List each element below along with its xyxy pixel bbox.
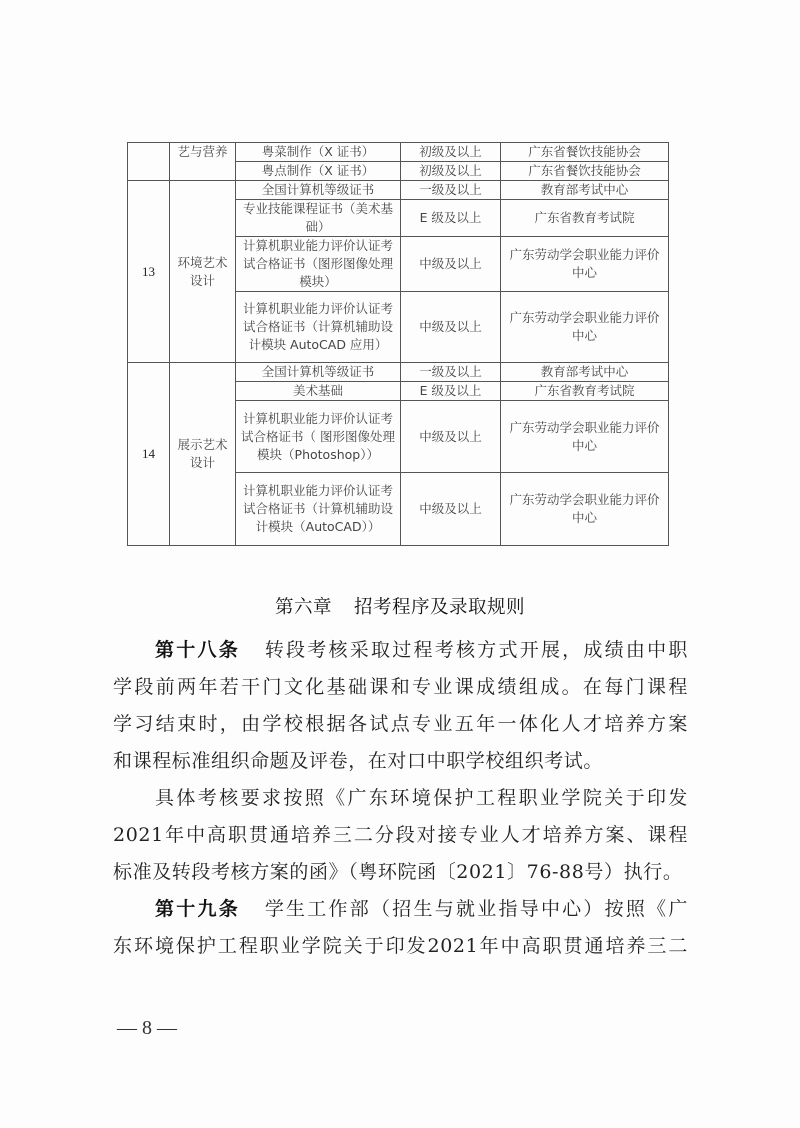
- cert-name: 专业技能课程证书（美术基础）: [236, 200, 401, 237]
- paragraph-2: [113, 780, 688, 891]
- cert-org: 广东省教育考试院: [501, 382, 669, 401]
- certificate-table: [127, 142, 669, 546]
- page-number: — 8 —: [117, 1017, 177, 1039]
- cert-name: 计算机职业能力评价认证考试合格证书（ 图形图像处理模块（Photoshop））: [236, 401, 401, 473]
- text-line: 学段前两年若干门文化基础课和专业课成绩组成。在每门课程: [113, 676, 688, 698]
- cert-name: 全国计算机等级证书: [236, 181, 401, 200]
- cert-level: 一级及以上: [401, 363, 501, 382]
- cert-level: E 级及以上: [401, 382, 501, 401]
- cert-name: 粤菜制作（X 证书）: [236, 143, 401, 162]
- article-label: 第十九条: [155, 898, 240, 920]
- text-line: 2021年中高职贯通培养三二分段对接专业人才培养方案、课程: [113, 824, 688, 846]
- major-name: 艺与营养: [170, 143, 236, 181]
- article-label: 第十八条: [155, 639, 240, 661]
- table-row: [128, 363, 669, 382]
- article-18: [113, 632, 688, 780]
- text-line: 转段考核采取过程考核方式开展，成绩由中职: [264, 639, 688, 661]
- chapter-number: 第六章: [274, 597, 332, 618]
- cert-level: 一级及以上: [401, 181, 501, 200]
- major-name: 展示艺术设计: [170, 363, 236, 546]
- major-name: 环境艺术设计: [170, 181, 236, 363]
- table-row: [128, 181, 669, 200]
- cert-level: 中级及以上: [401, 401, 501, 473]
- cert-level: 中级及以上: [401, 473, 501, 546]
- text-line: 标准及转段考核方案的函》（粤环院函〔2021〕76-88号）执行。: [113, 861, 683, 883]
- text-line: 学生工作部（招生与就业指导中心）按照《广: [264, 898, 688, 920]
- cert-level: 中级及以上: [401, 237, 501, 292]
- cert-org: 广东省餐饮技能协会: [501, 143, 669, 162]
- chapter-heading: [0, 593, 800, 619]
- cert-level: 中级及以上: [401, 292, 501, 363]
- chapter-title: 招考程序及录取规则: [354, 597, 526, 618]
- row-number: 13: [128, 181, 170, 363]
- cert-name: 计算机职业能力评价认证考试合格证书（计算机辅助设计模块（AutoCAD））: [236, 473, 401, 546]
- cert-name: 全国计算机等级证书: [236, 363, 401, 382]
- cert-org: 广东劳动学会职业能力评价中心: [501, 292, 669, 363]
- cert-org: 广东省教育考试院: [501, 200, 669, 237]
- cert-name: 美术基础: [236, 382, 401, 401]
- text-line: 学习结束时，由学校根据各试点专业五年一体化人才培养方案: [113, 713, 688, 735]
- text-line: 东环境保护工程职业学院关于印发2021年中高职贯通培养三二: [113, 935, 688, 957]
- cert-level: 初级及以上: [401, 162, 501, 181]
- cert-org: 教育部考试中心: [501, 363, 669, 382]
- cert-org: 广东劳动学会职业能力评价中心: [501, 237, 669, 292]
- cert-org: 广东省餐饮技能协会: [501, 162, 669, 181]
- row-number: 14: [128, 363, 170, 546]
- cert-org: 广东劳动学会职业能力评价中心: [501, 401, 669, 473]
- cert-name: 计算机职业能力评价认证考试合格证书（计算机辅助设计模块 AutoCAD 应用）: [236, 292, 401, 363]
- text-line: 具体考核要求按照《广东环境保护工程职业学院关于印发: [155, 787, 688, 809]
- article-19: [113, 891, 688, 965]
- text-line: 和课程标准组织命题及评卷，在对口中职学校组织考试。: [113, 750, 604, 772]
- cert-level: 初级及以上: [401, 143, 501, 162]
- cert-name: 粤点制作（X 证书）: [236, 162, 401, 181]
- cert-org: 教育部考试中心: [501, 181, 669, 200]
- row-number: [128, 143, 170, 181]
- cert-level: E 级及以上: [401, 200, 501, 237]
- table-row: [128, 143, 669, 162]
- cert-name: 计算机职业能力评价认证考试合格证书（图形图像处理模块）: [236, 237, 401, 292]
- cert-org: 广东劳动学会职业能力评价中心: [501, 473, 669, 546]
